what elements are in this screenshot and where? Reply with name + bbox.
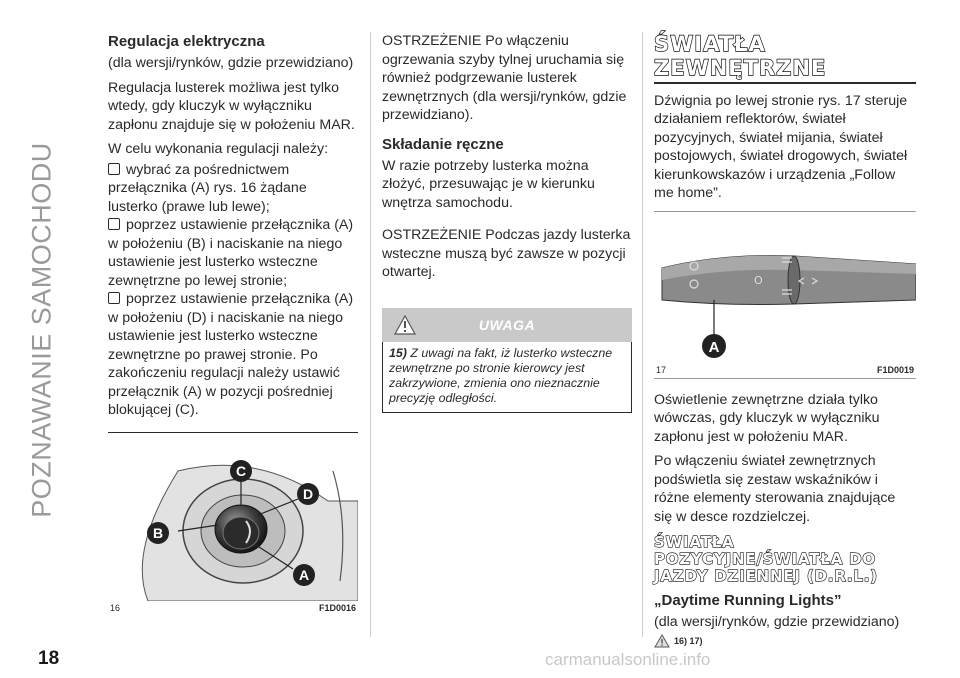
paragraph: Dźwignia po lewej stronie rys. 17 steruje działaniem reflektorów, świateł pozycyjnych, świateł mijania, świateł postojowych, świateł drogowych, świateł kierunkowskazów i urządzenia „Follow me home”. [654, 92, 908, 201]
svg-text:A: A [708, 338, 720, 356]
separator [654, 211, 916, 212]
warning-header [382, 308, 632, 342]
warning-triangle-icon [654, 634, 670, 648]
figure-number: 16 [110, 602, 121, 613]
figure-number: 17 [656, 364, 667, 375]
section-heading: Składanie ręczne [382, 135, 504, 153]
svg-text:A: A [298, 566, 310, 583]
warning-title: UWAGA [478, 316, 536, 333]
availability-note: (dla wersji/rynków, gdzie przewidziano) [108, 55, 354, 71]
side-section-title: POZNAWANIE SAMOCHODU [26, 142, 57, 518]
paragraph: W razie potrzeby lusterka można złożyć, przesuwając je w kierunku wnętrza samochodu. [382, 157, 595, 211]
separator [108, 432, 358, 433]
checkbox-bullet-icon [108, 218, 120, 230]
paragraph: OSTRZEŻENIE Podczas jazdy lusterka wsteczne muszą być zawsze w pozycji otwartej. [382, 227, 631, 280]
svg-text:D: D [302, 485, 314, 502]
checkbox-bullet-icon [108, 163, 120, 175]
separator [654, 82, 916, 84]
page-number: 18 [38, 648, 60, 669]
figure-caption [654, 363, 916, 375]
callout-B [147, 522, 169, 544]
paragraph: OSTRZEŻENIE Po włączeniu ogrzewania szyby tylnej uruchamia się również podgrzewanie lusterek zewnętrznych (dla wersji/rynków, gdzie przewidziano). [382, 33, 627, 123]
svg-text:B: B [152, 524, 164, 541]
paragraph: Po włączeniu świateł zewnętrznych podświetla się zestaw wskaźników i różne elementy sterowania znajdujące się w desce rozdzielczej. [654, 453, 896, 525]
availability-note: (dla wersji/rynków, gdzie przewidziano) [654, 614, 900, 630]
list-item: wybrać za pośrednictwem przełącznika (A) rys. 16 żądane lusterko (prawe lub lewe); [108, 161, 307, 215]
callout-D [297, 483, 319, 505]
svg-text:C: C [235, 462, 247, 479]
section-heading: „Daytime Running Lights” [654, 592, 842, 609]
callout-A [293, 564, 315, 586]
svg-text:O: O [754, 273, 763, 287]
mirror-switch-illustration [108, 441, 358, 601]
list-item: poprzez ustawienie przełącznika (A) w położeniu (D) i naciskanie na niego ustawienie jest lusterko wsteczne zewnętrzne po prawej stronie. Po zakończeniu regulacji należy ustawić przełącznik (A) w pozycji pośredniej blokującej (C). [108, 291, 354, 418]
list-item: poprzez ustawienie przełącznika (A) w położeniu (B) i naciskanie na niego ustawienie jest lusterko wsteczne zewnętrzne po lewej stronie; [108, 217, 354, 289]
section-title: ŚWIATŁA POZYCYJNE/ŚWIATŁA DO JAZDY DZIENNEJ (D.R.L.) [654, 533, 878, 585]
chapter-title: ŚWIATŁA ZEWNĘTRZNE [654, 32, 827, 80]
column-2 [382, 32, 632, 413]
paragraph: W celu wykonania regulacji należy: [108, 141, 329, 157]
light-stalk-illustration [654, 228, 916, 363]
figure-code: F1D0019 [876, 364, 914, 375]
paragraph: Regulacja lusterek możliwa jest tylko wtedy, gdy kluczyk w wyłączniku zapłonu znajduje się w położeniu MAR. [108, 79, 355, 133]
separator [654, 378, 916, 379]
warning-box [382, 308, 632, 413]
column-3 [654, 32, 916, 648]
figure-16 [108, 441, 358, 601]
paragraph: Oświetlenie zewnętrzne działa tylko wówczas, gdy kluczyk w wyłączniku zapłonu jest w położeniu MAR. [654, 391, 880, 445]
column-divider [642, 32, 643, 637]
figure-17 [654, 228, 916, 363]
callout-A [702, 334, 726, 358]
column-divider [370, 32, 371, 637]
warning-refs: 16) 17) [654, 634, 916, 648]
warning-text: 15) Z uwagi na fakt, iż lusterko wsteczne zewnętrzne po stronie kierowcy jest zakrzywione, zmienia ono nieznacznie precyzję odległości. [382, 342, 632, 413]
warning-triangle-icon [394, 315, 416, 335]
checkbox-bullet-icon [108, 292, 120, 304]
section-heading: Regulacja elektryczna [108, 33, 265, 50]
note-number: 15) [389, 345, 407, 360]
column-1 [108, 32, 358, 613]
figure-caption [108, 601, 358, 613]
watermark: carmanualsonline.info [545, 650, 711, 669]
figure-code: F1D0016 [318, 602, 356, 613]
callout-C [230, 460, 252, 482]
